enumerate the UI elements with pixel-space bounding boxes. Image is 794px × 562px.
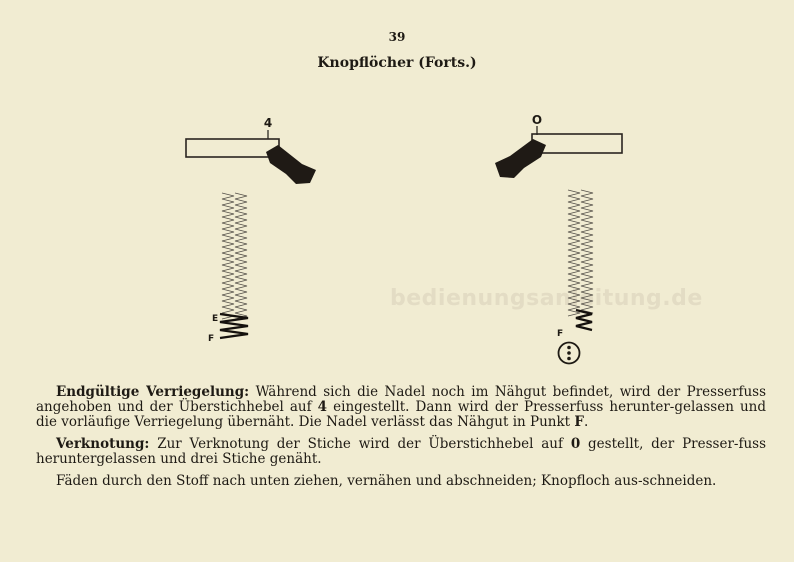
right-figure <box>495 113 622 364</box>
paragraph-lead: Endgültige Verriegelung: <box>56 384 250 400</box>
left-figure <box>186 116 316 344</box>
left-point-label-f: F <box>208 334 215 344</box>
instructions <box>36 385 766 496</box>
paragraph-lead: Verknotung: <box>56 436 150 452</box>
left-zigzag-column-1 <box>222 193 234 319</box>
left-dial-label: 4 <box>263 116 273 130</box>
page-title: Knopflöcher (Forts.) <box>317 55 477 71</box>
paragraph-finishing: Fäden durch den Stoff nach unten ziehen, vernähen und abschneiden; Knopfloch aus-schneiden. <box>56 473 717 489</box>
left-bartack <box>220 314 248 338</box>
left-zigzag-column-2 <box>235 193 247 319</box>
stitch-illustrations <box>0 100 794 380</box>
watermark: bedienungsanleitung.de <box>390 286 703 311</box>
right-point-label-f: F <box>557 329 564 339</box>
left-lever <box>266 145 316 184</box>
right-zigzag-column-2 <box>581 190 593 316</box>
left-point-label-e: E <box>212 314 219 324</box>
right-scale-bar <box>532 134 622 153</box>
right-dial-label: O <box>531 113 543 127</box>
page-number: 39 <box>388 30 406 44</box>
right-zigzag-column-1 <box>568 190 580 316</box>
knot-stitches-icon <box>559 343 580 364</box>
paragraph-final-locking: Endgültige Verriegelung: Während sich die Nadel noch im Nähgut befindet, wird der Presserfuss angehoben und der Überstichhebel auf 4 eingestellt. Dann wird der Presserfuss herunter-gelassen und die vorläufige Verriegelung übernäht. Die Nadel verlässt das Nähgut in Punkt F. <box>36 384 766 430</box>
left-scale-bar <box>186 139 279 157</box>
paragraph-knotting: Verknotung: Zur Verknotung der Stiche wird der Überstichhebel auf 0 gestellt, der Presser-fuss heruntergelassen und drei Stiche genäht. <box>36 436 767 467</box>
right-lever <box>495 139 546 178</box>
